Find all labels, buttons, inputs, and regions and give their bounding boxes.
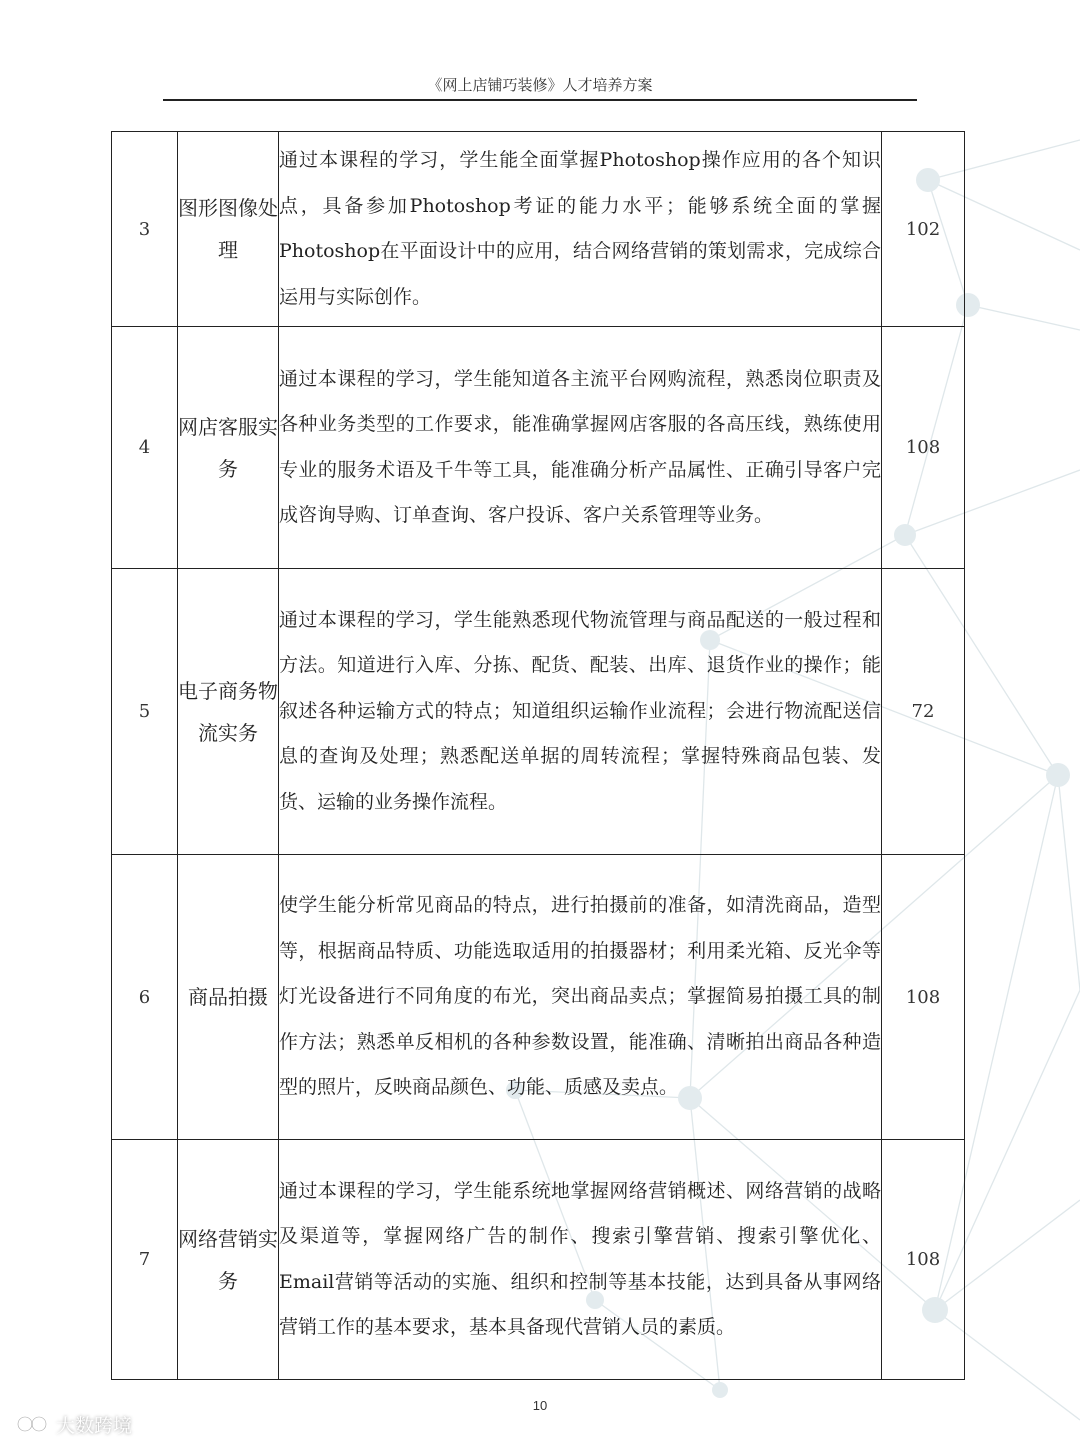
course-description: 通过本课程的学习，学生能系统地掌握网络营销概述、网络营销的战略及渠道等，掌握网络广告的制作、搜索引擎营销、搜索引擎优化、Email营销等活动的实施、组织和控制等基本技能，达到具备从事网络营销工作的基本要求，基本具备现代营销人员的素质。 <box>279 1140 882 1380</box>
course-table <box>111 131 965 1380</box>
row-number: 3 <box>112 132 178 327</box>
course-description: 通过本课程的学习，学生能全面掌握Photoshop操作应用的各个知识点，具备参加Photoshop考证的能力水平；能够系统全面的掌握Photoshop在平面设计中的应用，结合网络营销的策划需求，完成综合运用与实际创作。 <box>279 132 882 327</box>
watermark-logo <box>6 1410 132 1438</box>
row-number: 4 <box>112 327 178 569</box>
table-row <box>112 1140 965 1380</box>
page-number: 10 <box>532 1398 548 1413</box>
table-row <box>112 855 965 1140</box>
table-row <box>112 569 965 855</box>
row-number: 7 <box>112 1140 178 1380</box>
table-row <box>112 132 965 327</box>
course-hours: 108 <box>882 855 965 1140</box>
course-hours: 72 <box>882 569 965 855</box>
course-hours: 108 <box>882 327 965 569</box>
course-description: 通过本课程的学习，学生能熟悉现代物流管理与商品配送的一般过程和方法。知道进行入库、分拣、配货、配装、出库、退货作业的操作；能叙述各种运输方式的特点；知道组织运输作业流程；会进行物流配送信息的查询及处理；熟悉配送单据的周转流程；掌握特殊商品包装、发货、运输的业务操作流程。 <box>279 569 882 855</box>
course-description: 使学生能分析常见商品的特点，进行拍摄前的准备，如清洗商品，造型等，根据商品特质、功能选取适用的拍摄器材；利用柔光箱、反光伞等灯光设备进行不同角度的布光，突出商品卖点；掌握简易拍摄工具的制作方法；熟悉单反相机的各种参数设置，能准确、清晰拍出商品各种造型的照片，反映商品颜色、功能、质感及卖点。 <box>279 855 882 1140</box>
course-description: 通过本课程的学习，学生能知道各主流平台网购流程，熟悉岗位职责及各种业务类型的工作要求，能准确掌握网店客服的各高压线，熟练使用专业的服务术语及千牛等工具，能准确分析产品属性、正确引导客户完成咨询导购、订单查询、客户投诉、客户关系管理等业务。 <box>279 327 882 569</box>
logo-mark-icon <box>6 1412 50 1436</box>
table-row <box>112 327 965 569</box>
header-divider <box>163 99 917 101</box>
row-number: 5 <box>112 569 178 855</box>
course-name: 商品拍摄 <box>178 855 279 1140</box>
course-name: 网店客服实务 <box>178 327 279 569</box>
page-header-title: 《网上店铺巧装修》人才培养方案 <box>427 76 653 94</box>
logo-text: 大数跨境 <box>56 1414 133 1437</box>
course-hours: 108 <box>882 1140 965 1380</box>
row-number: 6 <box>112 855 178 1140</box>
course-name: 网络营销实务 <box>178 1140 279 1380</box>
course-hours: 102 <box>882 132 965 327</box>
course-name: 图形图像处理 <box>178 132 279 327</box>
course-name: 电子商务物流实务 <box>178 569 279 855</box>
